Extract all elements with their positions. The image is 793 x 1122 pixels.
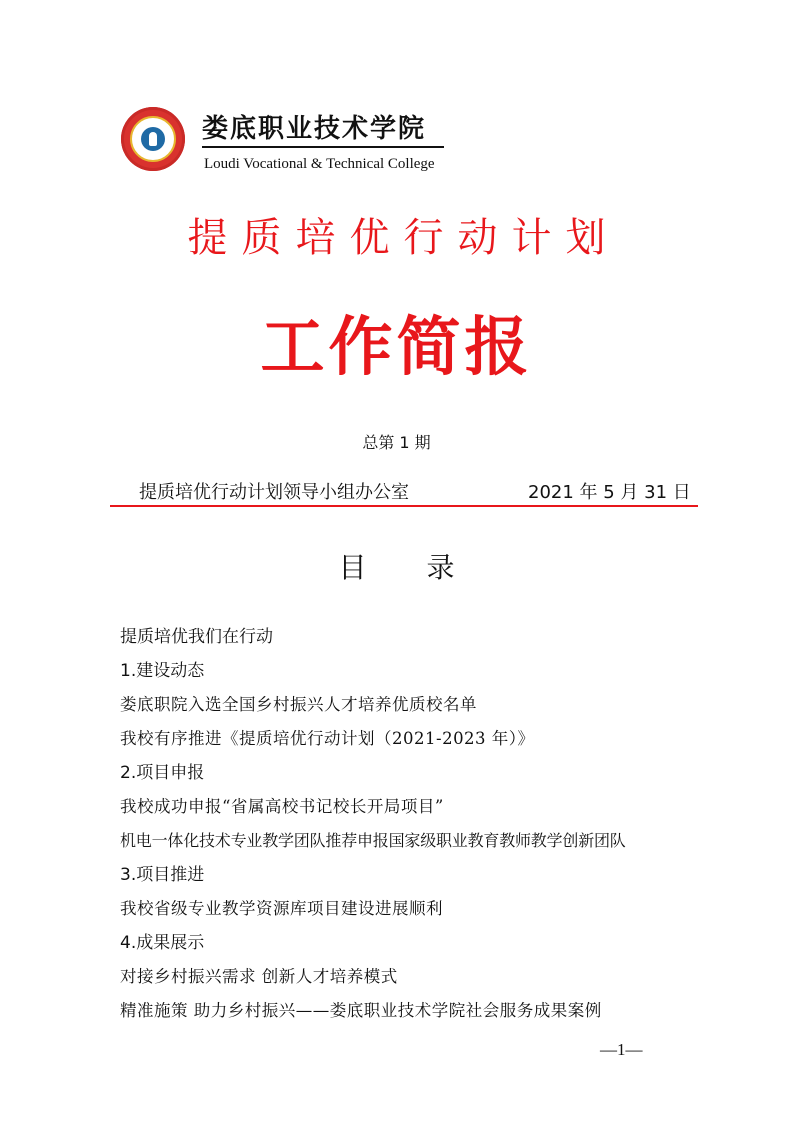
- issuing-office: 提质培优行动计划领导小组办公室: [139, 482, 409, 503]
- toc-entry: 娄底职院入选全国乡村振兴人才培养优质校名单: [120, 695, 477, 714]
- college-name-en: Loudi Vocational & Technical College: [204, 156, 435, 172]
- page-number: —1—: [600, 1040, 643, 1059]
- toc-section-heading: 4.成果展示: [120, 933, 205, 953]
- toc-entry: 对接乡村振兴需求 创新人才培养模式: [120, 967, 398, 986]
- toc-entry: 我校有序推进《提质培优行动计划（2021-2023 年）》: [120, 729, 535, 748]
- header-divider: [202, 146, 444, 148]
- red-divider: [110, 505, 698, 507]
- toc-entry: 我校省级专业教学资源库项目建设进展顺利: [120, 899, 443, 918]
- college-name-cn: 娄底职业技术学院: [202, 114, 427, 144]
- toc-entry: 我校成功申报“省属高校书记校长开局项目”: [120, 797, 444, 816]
- toc-section-heading: 2.项目申报: [120, 763, 205, 783]
- toc-intro: 提质培优我们在行动: [120, 627, 273, 647]
- toc-section-heading: 3.项目推进: [120, 865, 205, 885]
- toc-entry: 精准施策 助力乡村振兴——娄底职业技术学院社会服务成果案例: [120, 1001, 602, 1020]
- issue-date: 2021 年 5 月 31 日: [528, 482, 691, 503]
- bulletin-title-line1: 提质培优行动计划: [187, 215, 620, 261]
- college-seal-icon: [121, 107, 185, 171]
- bulletin-title-line2: 工作简报: [260, 311, 533, 385]
- issue-number: 总第 1 期: [362, 433, 431, 452]
- table-of-contents: [120, 622, 740, 1030]
- toc-entry: 机电一体化技术专业教学团队推荐申报国家级职业教育教师教学创新团队: [120, 831, 626, 850]
- toc-title: 目录: [338, 551, 515, 584]
- toc-section-heading: 1.建设动态: [120, 661, 205, 681]
